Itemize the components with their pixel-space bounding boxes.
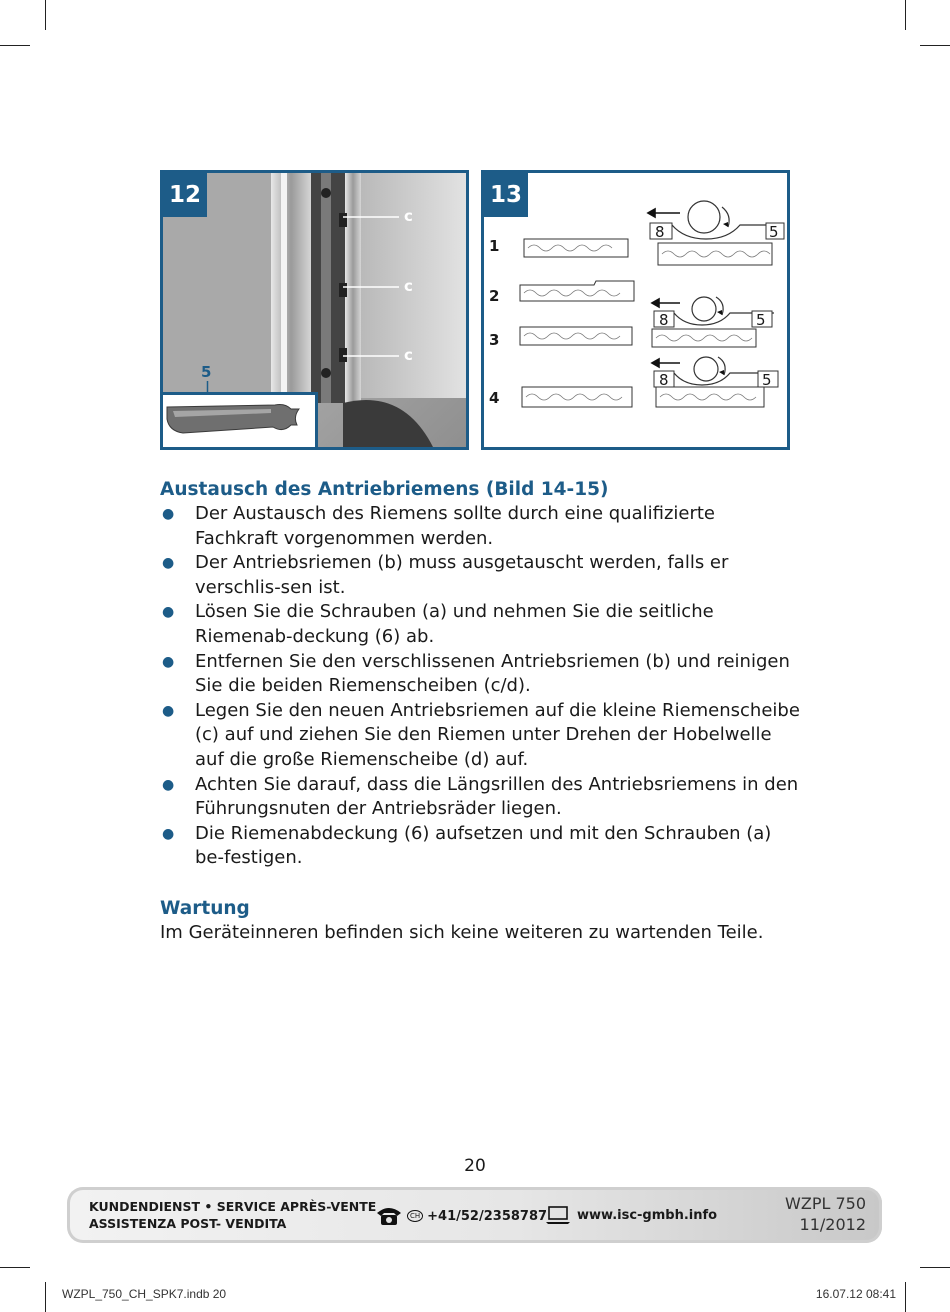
bullet-icon: ● (162, 653, 175, 670)
timestamp-slug: 16.07.12 08:41 (815, 1287, 896, 1301)
service-footer (67, 1187, 882, 1243)
list-item: ● Achten Sie darauf, dass die Längsrillen des Antriebsriemens in den Führungsnuten der Antriebsräder liegen. (162, 773, 799, 820)
section-heading: Austausch des Antriebriemens (Bild 14-15) (160, 479, 609, 500)
figure-12 (160, 170, 469, 450)
bullet-icon: ● (162, 702, 175, 719)
row-label-3: 3 (489, 331, 500, 349)
list-item: ● Die Riemenabdeckung (6) aufsetzen und mit den Schrauben (a) be-festigen. (162, 822, 772, 869)
row-label-1: 1 (489, 237, 500, 255)
part-label-5: 5 (756, 311, 766, 329)
part-label-8: 8 (655, 223, 665, 241)
figure-number: 12 (163, 173, 207, 217)
list-item: ● Legen Sie den neuen Antriebsriemen auf die kleine Riemenscheibe (c) auf und ziehen Sie den Riemen unter Drehen der Hobelwelle auf die große Riemenscheibe (d) auf. (162, 699, 800, 770)
wrench-inset (163, 392, 318, 447)
file-slug: WZPL_750_CH_SPK7.indb 20 (62, 1287, 227, 1301)
crop-mark (45, 0, 46, 30)
callout-c-2: c (404, 277, 413, 295)
part-label-5: 5 (762, 371, 772, 389)
bullet-icon: ● (162, 506, 175, 522)
bullet-list (160, 502, 800, 871)
bullet-icon: ● (162, 604, 175, 621)
figure-13 (481, 170, 790, 450)
callout-c-3: c (404, 346, 413, 364)
page-number: 20 (464, 1156, 486, 1176)
row-label-2: 2 (489, 287, 500, 305)
part-label-8: 8 (659, 371, 669, 389)
model-info: WZPL 750 11/2012 (785, 1194, 866, 1234)
website-contact[interactable] (545, 1205, 717, 1225)
callout-5: 5 (201, 363, 212, 381)
list-item: ● Der Austausch des Riemens sollte durch eine qualifizierte Fachkraft vorgenommen werden. (162, 503, 716, 549)
crop-mark (905, 0, 906, 30)
figure-number: 13 (484, 173, 528, 217)
part-label-5: 5 (769, 223, 779, 241)
planing-steps-diagram (484, 173, 787, 447)
service-label: KUNDENDIENST • SERVICE APRÈS-VENTE ASSISTENZA POST- VENDITA (89, 1199, 377, 1231)
country-badge: CH (407, 1210, 423, 1222)
callout-c-1: c (404, 207, 413, 225)
phone-contact[interactable] (375, 1205, 547, 1227)
section-belt-replacement (160, 477, 800, 871)
telephone-icon (375, 1205, 403, 1227)
list-item: ● Entfernen Sie den verschlissenen Antriebsriemen (b) und reinigen Sie die beiden Riemenscheiben (c/d). (162, 650, 790, 697)
crop-mark (920, 45, 950, 46)
crop-mark (0, 45, 30, 46)
crop-mark (45, 1282, 46, 1312)
bullet-icon: ● (162, 825, 175, 842)
crop-mark (905, 1282, 906, 1312)
crop-mark (0, 1267, 30, 1268)
website-link[interactable]: www.isc-gmbh.info (577, 1207, 718, 1223)
wrench-icon (163, 395, 312, 444)
laptop-icon (545, 1205, 571, 1225)
paragraph: Im Geräteinneren befinden sich keine weiteren zu wartenden Teile. (160, 922, 764, 943)
part-label-8: 8 (659, 311, 669, 329)
list-item: ● Der Antriebsriemen (b) muss ausgetauscht werden, falls er verschlis-sen ist. (162, 552, 729, 598)
row-label-4: 4 (489, 389, 500, 407)
phone-number: +41/52/2358787 (427, 1208, 548, 1224)
bullet-icon: ● (162, 555, 175, 572)
list-item: ● Lösen Sie die Schrauben (a) und nehmen Sie die seitliche Riemenab-deckung (6) ab. (162, 601, 714, 647)
bullet-icon: ● (162, 776, 175, 793)
section-heading: Wartung (160, 898, 250, 919)
section-maintenance (160, 896, 800, 946)
crop-mark (920, 1267, 950, 1268)
